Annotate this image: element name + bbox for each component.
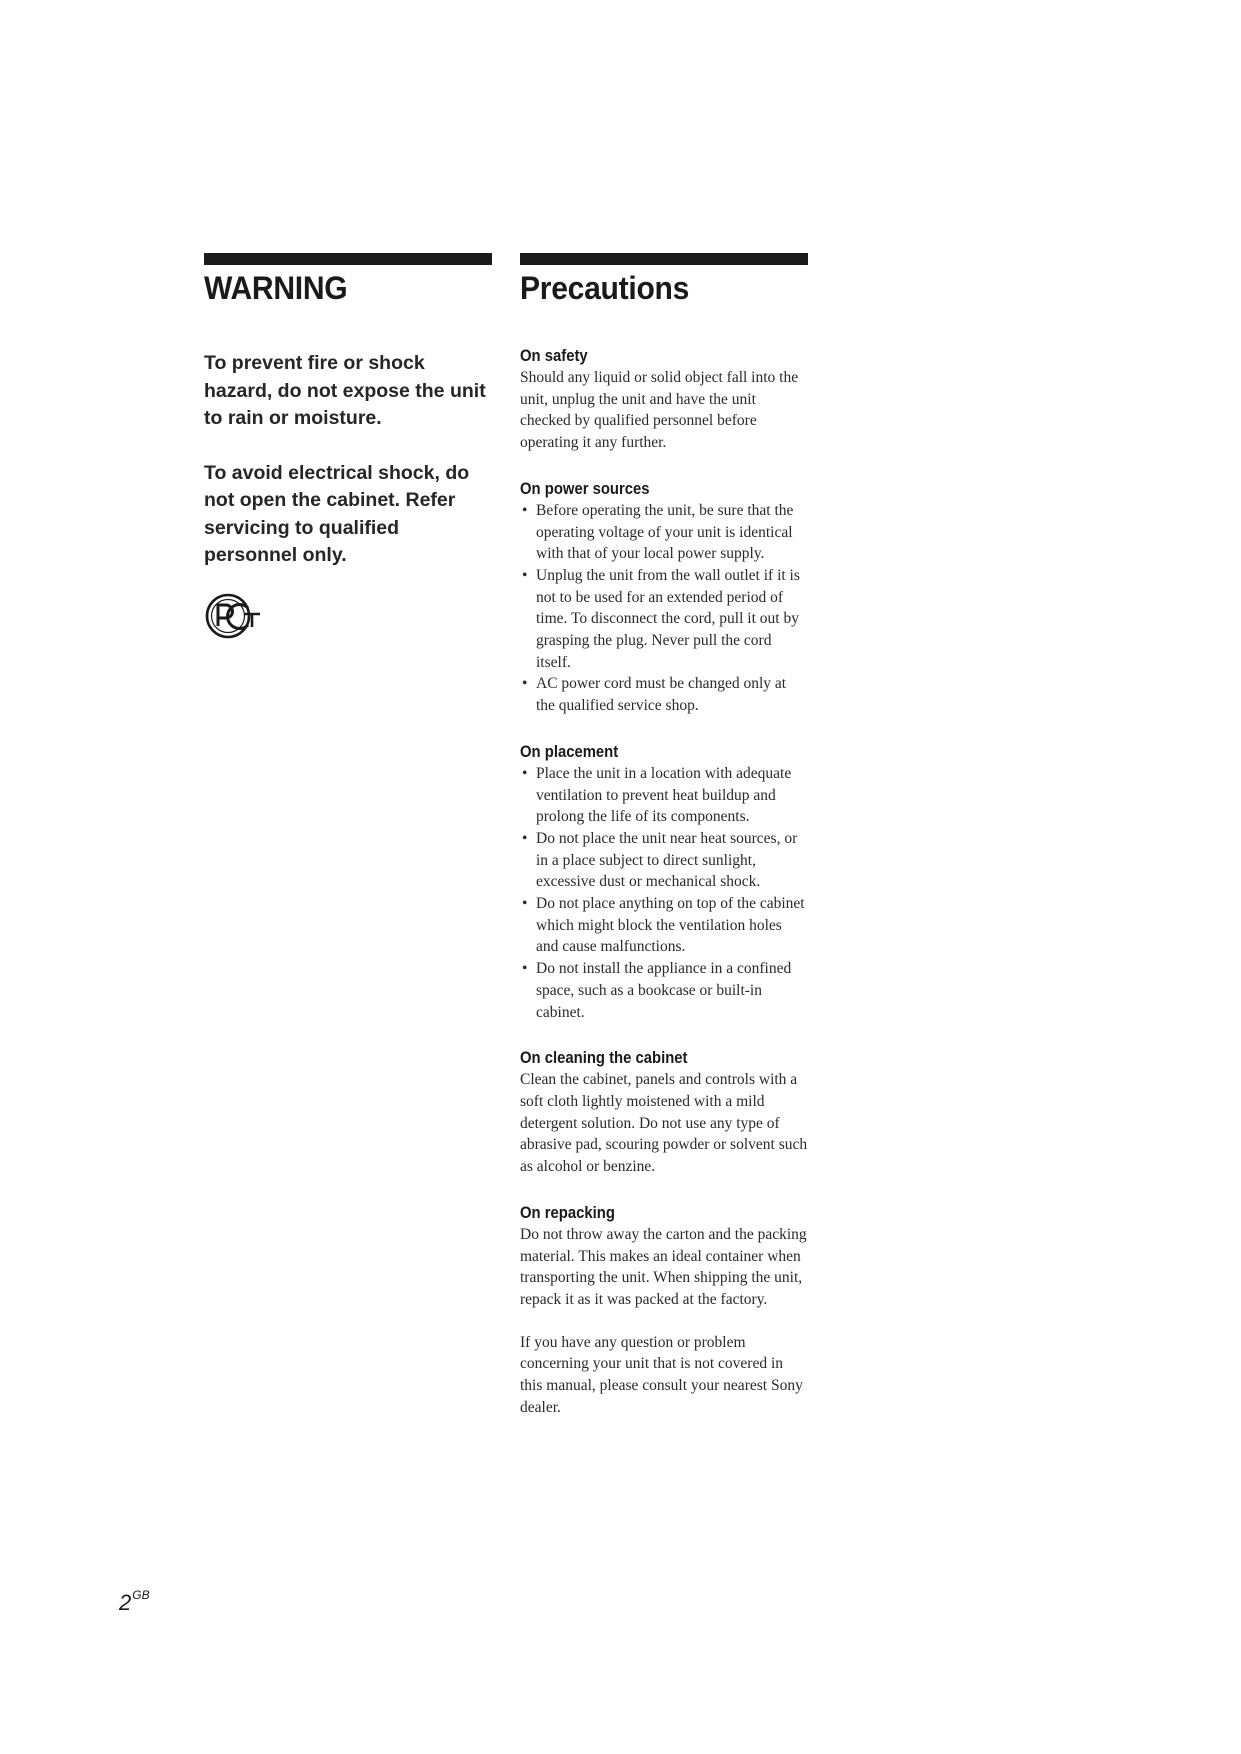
warning-electrical-shock-text: To avoid electrical shock, do not open the cabinet. Refer servicing to qualified personnel only. [204,461,470,566]
warning-column [204,253,492,645]
safety-heading: On safety [520,347,588,365]
pct-certification-logo [204,592,266,640]
precautions-rule [520,253,808,265]
power-section [520,478,808,717]
repacking-section [520,1202,808,1311]
list-item: • Place the unit in a location with adequate ventilation to prevent heat buildup and prolong the life of its components. [520,763,808,828]
cleaning-text: Clean the cabinet, panels and controls with a soft cloth lightly moistened with a mild detergent solution. Do not use any type of abrasive pad, scouring powder or solvent such as alcohol or benzine. [520,1071,808,1176]
page-number [119,1590,150,1616]
power-heading: On power sources [520,479,650,498]
warning-rule [204,253,492,265]
warning-title: WARNING [204,270,348,306]
closing-text: If you have any question or problem concerning your unit that is not covered in this manual, please consult your nearest Sony dealer. [520,1333,803,1416]
cleaning-heading: On cleaning the cabinet [520,1049,688,1068]
list-item: • Before operating the unit, be sure that the operating voltage of your unit is identical with that of your local power supply. [520,500,808,565]
power-list [520,500,808,717]
safety-text: Should any liquid or solid object fall into the unit, unplug the unit and have the unit checked by qualified personnel before operating it any further. [520,369,799,452]
placement-section [520,741,808,1023]
list-item: • Do not place the unit near heat sources, or in a place subject to direct sunlight, excessive dust or mechanical shock. [520,828,808,893]
list-item: • Do not place anything on top of the cabinet which might block the ventilation holes and cause malfunctions. [520,893,808,958]
list-item: • Unplug the unit from the wall outlet if it is not to be used for an extended period of time. To disconnect the cord, pull it out by grasping the plug. Never pull the cord itself. [520,565,808,674]
precautions-column [520,253,808,1418]
cleaning-section [520,1047,808,1178]
warning-fire-shock-text: To prevent fire or shock hazard, do not expose the unit to rain or moisture. [204,352,486,429]
safety-section [520,345,808,454]
list-item: • Do not install the appliance in a confined space, such as a bookcase or built-in cabinet. [520,958,808,1023]
repacking-text: Do not throw away the carton and the packing material. This makes an ideal container when transporting the unit. When shipping the unit, repack it as it was packed at the factory. [520,1225,807,1308]
precautions-title: Precautions [520,270,690,306]
page-number-suffix: GB [132,1588,150,1602]
list-item: • AC power cord must be changed only at the qualified service shop. [520,673,808,716]
placement-heading: On placement [520,742,619,761]
placement-list [520,763,808,1023]
repacking-heading: On repacking [520,1203,615,1222]
page-number-value: 2 [119,1590,132,1615]
